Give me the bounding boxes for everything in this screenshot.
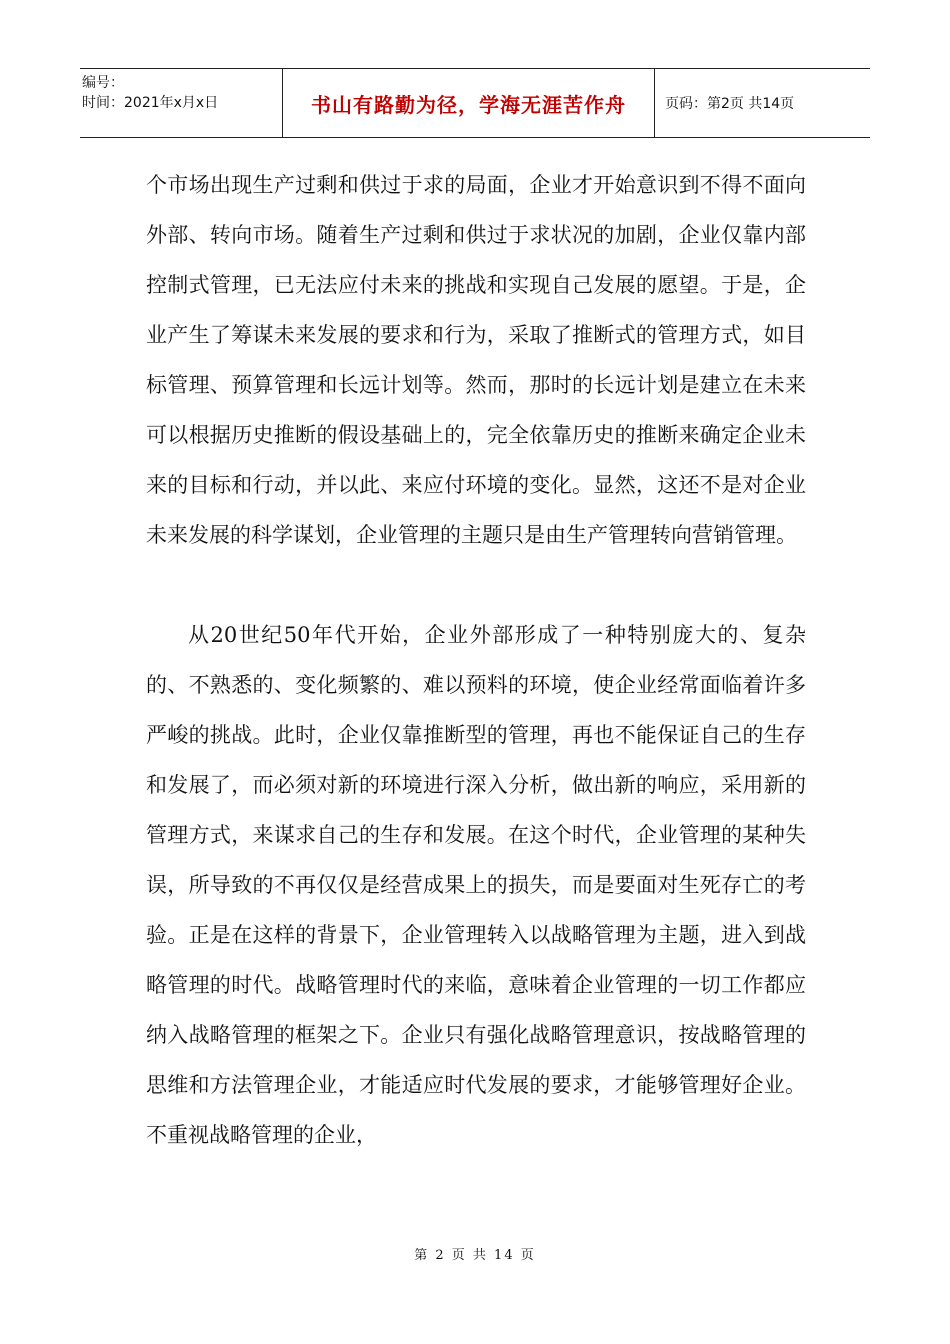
document-body (146, 160, 806, 1160)
header-meta (80, 69, 283, 137)
body-paragraph: 从20世纪50年代开始，企业外部形成了一种特别庞大的、复杂的、不熟悉的、变化频繁的、难以预料的环境，使企业经常面临着许多严峻的挑战。此时，企业仅靠推断型的管理，再也不能保证自己的生存和发展了，而必须对新的环境进行深入分析，做出新的响应，采用新的管理方式，来谋求自己的生存和发展。在这个时代，企业管理的某种失误，所导致的不再仅仅是经营成果上的损失，而是要面对生死存亡的考验。正是在这样的背景下，企业管理转入以战略管理为主题，进入到战略管理的时代。战略管理时代的来临，意味着企业管理的一切工作都应纳入战略管理的框架之下。企业只有强化战略管理意识，按战略管理的思维和方法管理企业，才能适应时代发展的要求，才能够管理好企业。不重视战略管理的企业， (146, 623, 806, 1147)
header-motto-cell (283, 69, 655, 137)
document-number-label: 编号： (82, 75, 124, 91)
header-page-info-cell (655, 69, 870, 137)
header-motto: 书山有路勤为径，学海无涯苦作舟 (311, 92, 626, 117)
document-time: 时间：2021年x月x日 (82, 95, 219, 111)
page-footer: 第 2 页 共 14 页 (414, 1248, 536, 1263)
header-page-info: 页码：第2页 共14页 (665, 96, 795, 112)
body-paragraph: 个市场出现生产过剩和供过于求的局面，企业才开始意识到不得不面向外部、转向市场。随着生产过剩和供过于求状况的加剧，企业仅靠内部控制式管理，已无法应付未来的挑战和实现自己发展的愿望。于是，企业产生了筹谋未来发展的要求和行为，采取了推断式的管理方式，如目标管理、预算管理和长远计划等。然而，那时的长远计划是建立在未来可以根据历史推断的假设基础上的，完全依靠历史的推断来确定企业未来的目标和行动，并以此、来应付环境的变化。显然，这还不是对企业未来发展的科学谋划，企业管理的主题只是由生产管理转向营销管理。 (146, 173, 806, 547)
page-header (80, 68, 870, 138)
